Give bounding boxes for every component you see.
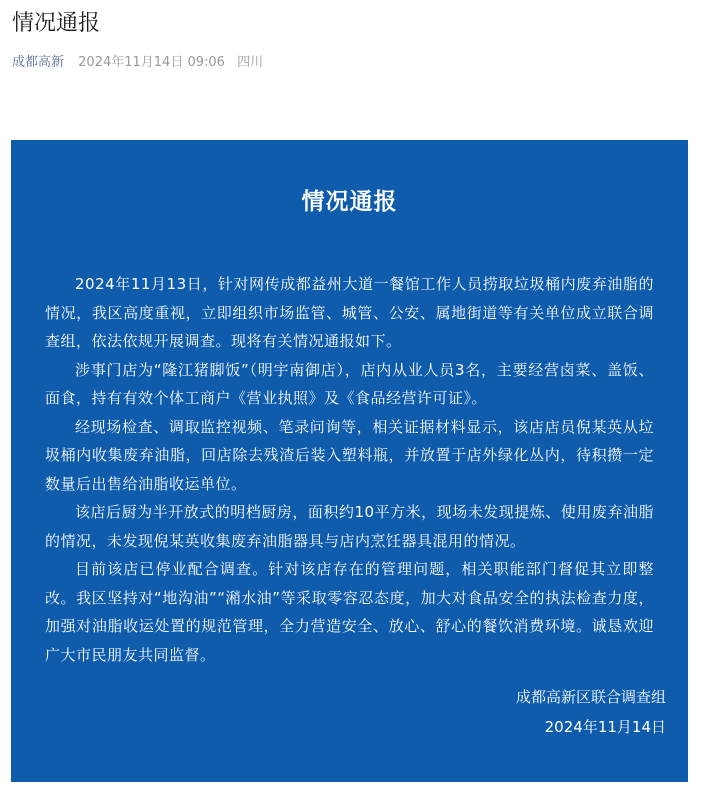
notice-paragraph: 涉事门店为“隆江猪脚饭”（明宇南御店），店内从业人员3名，主要经营卤菜、盖饭、面食，持有有效个体工商户《营业执照》及《食品经营许可证》。 xyxy=(45,360,654,407)
signature-org: 成都高新区联合调查组 xyxy=(515,688,666,706)
notice-image xyxy=(11,140,688,782)
publish-date: 2024年11月14日 09:06 xyxy=(78,55,225,70)
signature-date: 2024年11月14日 xyxy=(544,718,666,736)
notice-paragraph: 目前该店已停业配合调查。针对该店存在的管理问题，相关职能部门督促其立即整改。我区坚持对“地沟油”“潲水油”等采取零容忍态度，加大对食品安全的执法检查力度，加强对油脂收运处置的规范管理，全力营造安全、放心、舒心的餐饮消费环境。诚恳欢迎广大市民朋友共同监督。 xyxy=(45,560,654,664)
article-header xyxy=(12,8,692,72)
notice-signature xyxy=(516,682,666,742)
notice-paragraph: 该店后厨为半开放式的明档厨房，面积约10平方米，现场未发现提炼、使用废弃油脂的情况，未发现倪某英收集废弃油脂器具与店内烹饪器具混用的情况。 xyxy=(45,503,654,550)
notice-body xyxy=(45,270,654,669)
page-title: 情况通报 xyxy=(12,11,101,36)
notice-paragraph: 经现场检查、调取监控视频、笔录问询等，相关证据材料显示，该店店员倪某英从垃圾桶内收集废弃油脂，回店除去残渣后装入塑料瓶，并放置于店外绿化丛内，待积攒一定数量后出售给油脂收运单位。 xyxy=(45,417,654,493)
publish-location: 四川 xyxy=(237,55,264,70)
article-meta xyxy=(12,54,692,72)
notice-title: 情况通报 xyxy=(301,189,398,215)
notice-paragraph: 2024年11月13日，针对网传成都益州大道一餐馆工作人员捞取垃圾桶内废弃油脂的情况，我区高度重视，立即组织市场监管、城管、公安、属地街道等有关单位成立联合调查组，依法依规开展调查。现将有关情况通报如下。 xyxy=(45,275,654,350)
author-link[interactable]: 成都高新 xyxy=(12,55,65,70)
